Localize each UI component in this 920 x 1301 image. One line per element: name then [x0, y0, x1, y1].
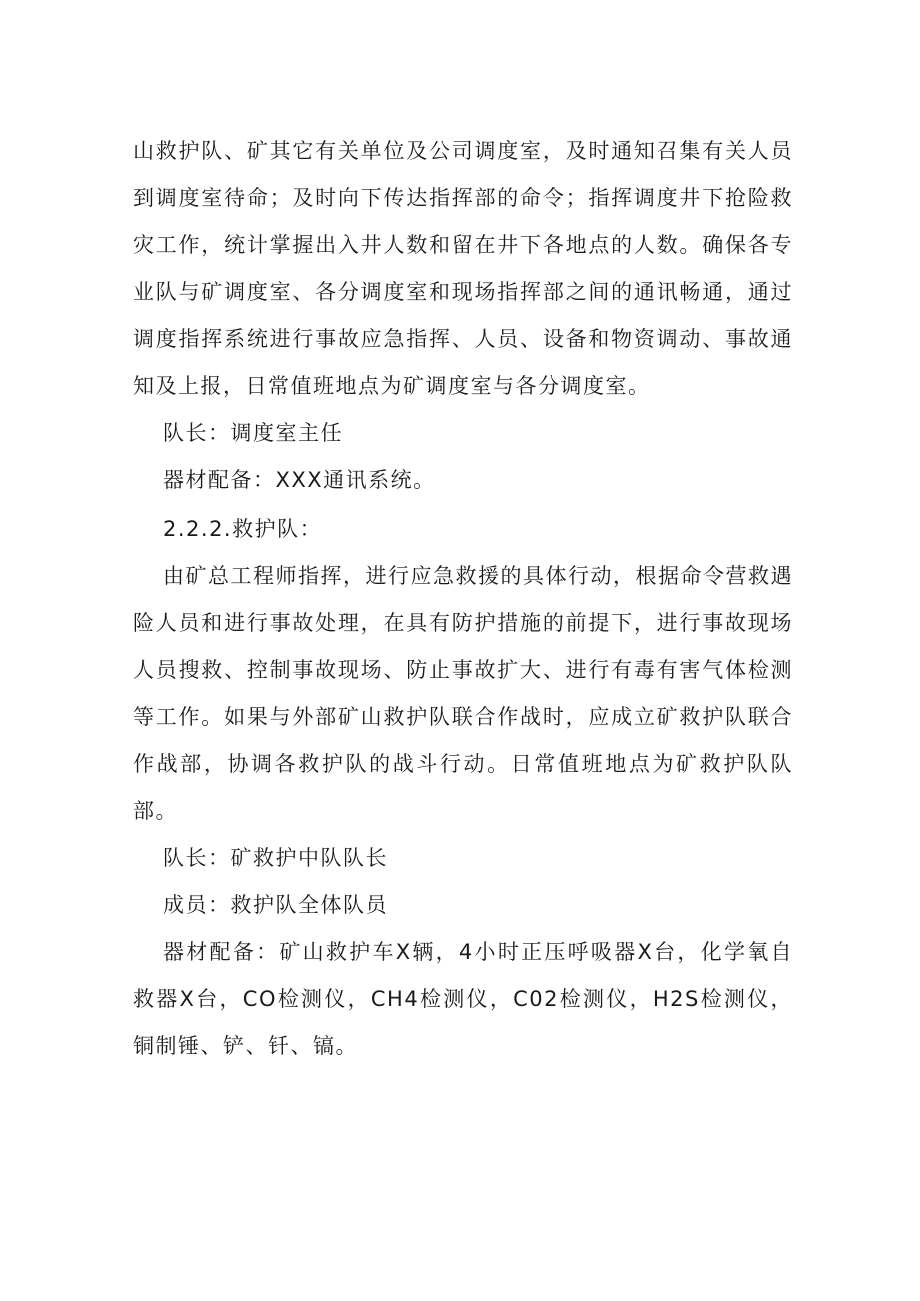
paragraph-rescue-leader: 队长：矿救护中队队长	[163, 846, 388, 870]
paragraph-dispatch-leader: 队长：调度室主任	[163, 421, 343, 445]
paragraph-rescue-members: 成员：救护队全体队员	[163, 893, 388, 917]
paragraph-dispatch-equipment: 器材配备：XXX通讯系统。	[163, 468, 436, 492]
paragraph-rescue-equipment: 器材配备：矿山救护车X辆，4小时正压呼吸器X台，化学氧自救器X台，CO检测仪，CH4检测仪，C02检测仪，H2S检测仪，铜制锤、铲、钎、镐。	[133, 940, 793, 1058]
paragraph-dispatch-duties: 山救护队、矿其它有关单位及公司调度室，及时通知召集有关人员到调度室待命；及时向下传达指挥部的命令；指挥调度井下抢险救灾工作，统计掌握出入井人数和留在井下各地点的人数。确保各专业队与矿调度室、各分调度室和现场指挥部之间的通讯畅通，通过调度指挥系统进行事故应急指挥、人员、设备和物资调动、事故通知及上报，日常值班地点为矿调度室与各分调度室。	[133, 139, 793, 398]
section-heading-rescue-team: 2.2.2.救护队：	[163, 517, 323, 541]
document-body	[133, 128, 793, 1070]
paragraph-rescue-duties: 由矿总工程师指挥，进行应急救援的具体行动，根据命令营救遇险人员和进行事故处理，在具有防护措施的前提下，进行事故现场人员搜救、控制事故现场、防止事故扩大、进行有毒有害气体检测等工作。如果与外部矿山救护队联合作战时，应成立矿救护队联合作战部，协调各救护队的战斗行动。日常值班地点为矿救护队队部。	[133, 564, 793, 823]
